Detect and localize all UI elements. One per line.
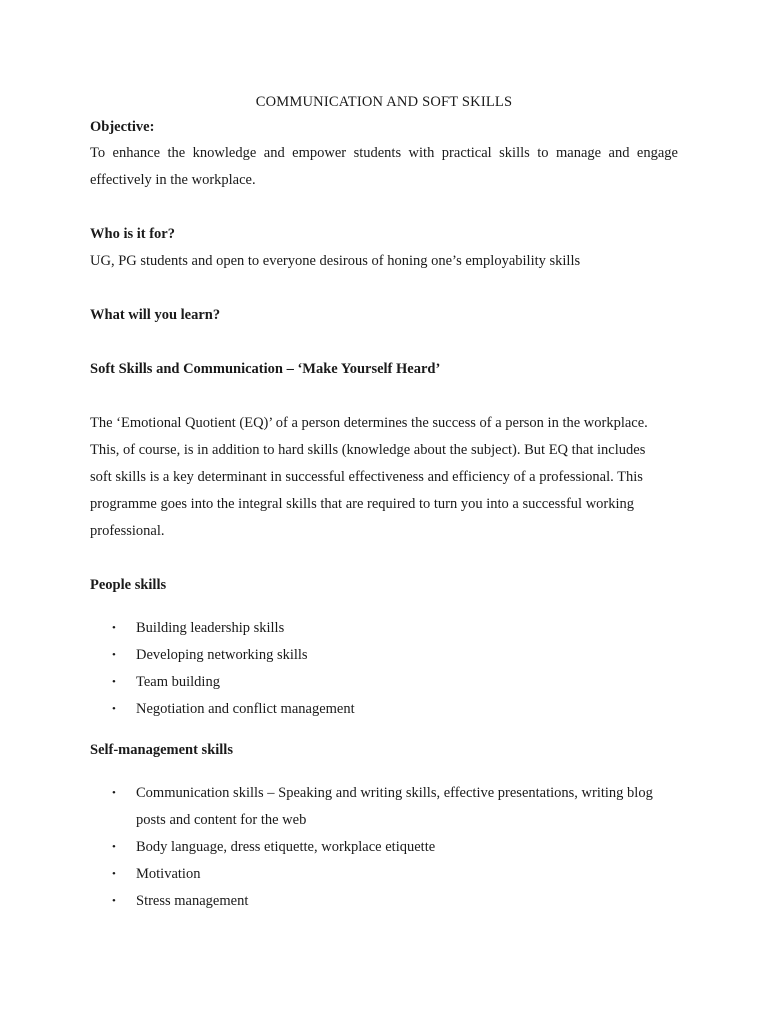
list-item: • Building leadership skills bbox=[90, 615, 678, 642]
list-item: • Stress management bbox=[90, 888, 678, 915]
bullet-icon: • bbox=[112, 841, 116, 853]
audience-heading: Who is it for? bbox=[90, 226, 175, 242]
document-page bbox=[90, 92, 678, 915]
list-item: • Team building bbox=[90, 669, 678, 696]
bullet-icon: • bbox=[112, 622, 116, 634]
audience-text: UG, PG students and open to everyone desirous of honing one’s employability skills bbox=[90, 253, 581, 269]
objective-heading: Objective: bbox=[90, 119, 155, 135]
section-heading: Soft Skills and Communication – ‘Make Yourself Heard’ bbox=[90, 361, 441, 377]
self-management-list bbox=[90, 780, 678, 915]
list-item: • Motivation bbox=[90, 861, 678, 888]
bullet-icon: • bbox=[112, 868, 116, 880]
self-management-heading: Self-management skills bbox=[90, 742, 233, 758]
section-paragraph: The ‘Emotional Quotient (EQ)’ of a person determines the success of a person in the workplace. This, of course, is in addition to hard skills (knowledge about the subject). But EQ that includes soft skills is a key determinant in successful effectiveness and efficiency of a professional. This programme goes into the integral skills that are required to turn you into a successful working professional. bbox=[90, 415, 648, 539]
people-skills-list bbox=[90, 615, 678, 723]
bullet-icon: • bbox=[112, 649, 116, 661]
bullet-icon: • bbox=[112, 787, 116, 799]
learn-heading: What will you learn? bbox=[90, 307, 221, 323]
bullet-icon: • bbox=[112, 703, 116, 715]
list-item: • Developing networking skills bbox=[90, 642, 678, 669]
list-item: • Body language, dress etiquette, workplace etiquette bbox=[90, 834, 678, 861]
bullet-icon: • bbox=[112, 676, 116, 688]
list-item: • Negotiation and conflict management bbox=[90, 696, 678, 723]
objective-text: To enhance the knowledge and empower students with practical skills to manage and engage effectively in the workplace. bbox=[90, 145, 678, 188]
list-item: • Communication skills – Speaking and writing skills, effective presentations, writing blog posts and content for the web bbox=[90, 780, 678, 834]
bullet-icon: • bbox=[112, 895, 116, 907]
document-title: COMMUNICATION AND SOFT SKILLS bbox=[255, 94, 513, 110]
people-skills-heading: People skills bbox=[90, 577, 167, 593]
